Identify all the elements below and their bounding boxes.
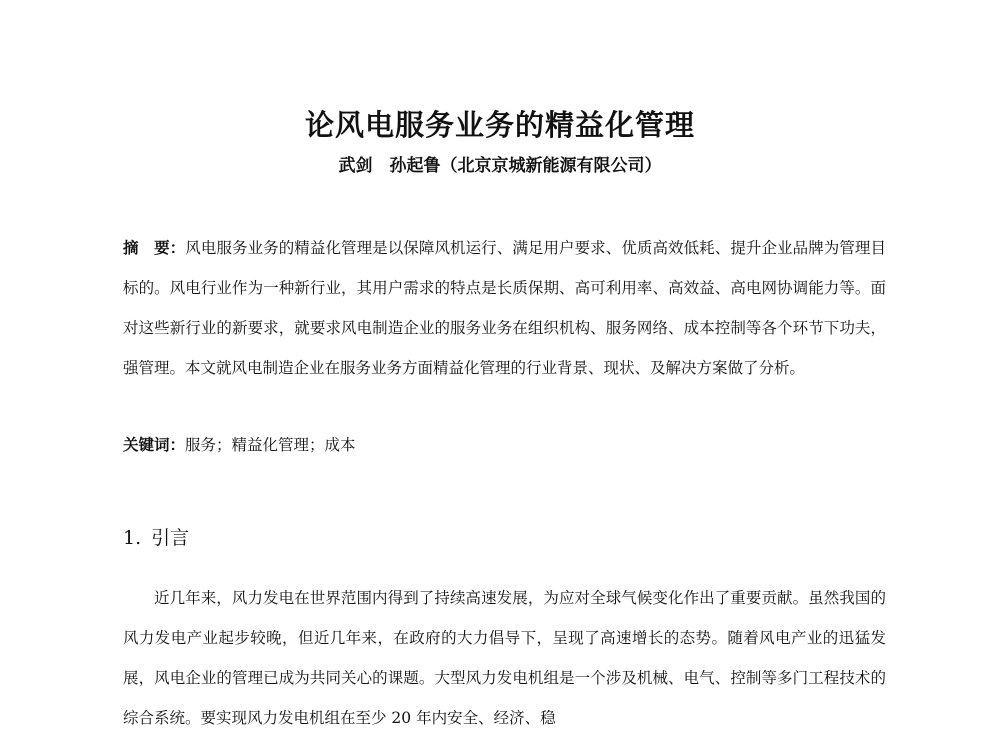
section-heading bbox=[123, 523, 189, 550]
abstract-text: 风电服务业务的精益化管理是以保障风机运行、满足用户要求、优质高效低耗、提升企业品牌为管理目标的。风电行业作为一种新行业，其用户需求的特点是长质保期、高可利用率、高效益、高电网协调能力等。面对这些新行业的新要求，就要求风电制造企业的服务业务在组织机构、服务网络、成本控制等各个环节下功夫，强管理。本文就风电制造企业在服务业务方面精益化管理的行业背景、现状、及解决方案做了分析。 bbox=[123, 239, 886, 377]
keywords-text: 服务；精益化管理；成本 bbox=[185, 436, 356, 454]
author-affiliation: （北京京城新能源有限公司） bbox=[440, 156, 662, 176]
keywords-label: 关键词： bbox=[123, 436, 186, 454]
author-names: 武剑 孙起鲁 bbox=[338, 156, 441, 176]
abstract-label: 摘 要： bbox=[123, 239, 186, 257]
keywords bbox=[123, 425, 886, 465]
section-title: 引言 bbox=[151, 527, 190, 549]
abstract bbox=[123, 228, 886, 388]
section-body-paragraph: 近几年来，风力发电在世界范围内得到了持续高速发展，为应对全球气候变化作出了重要贡献。虽然我国的风力发电产业起步较晚，但近几年来，在政府的大力倡导下，呈现了高速增长的态势。随着风电产业的迅猛发展，风电企业的管理已成为共同关心的课题。大型风力发电机组是一个涉及机械、电气、控制等多门工程技术的综合系统。要实现风力发电机组在至少 20 年内安全、经济、稳 bbox=[123, 589, 886, 727]
author-line bbox=[0, 151, 1000, 176]
paper-title: 论风电服务业务的精益化管理 bbox=[304, 108, 695, 142]
section-number: 1. bbox=[123, 527, 142, 549]
